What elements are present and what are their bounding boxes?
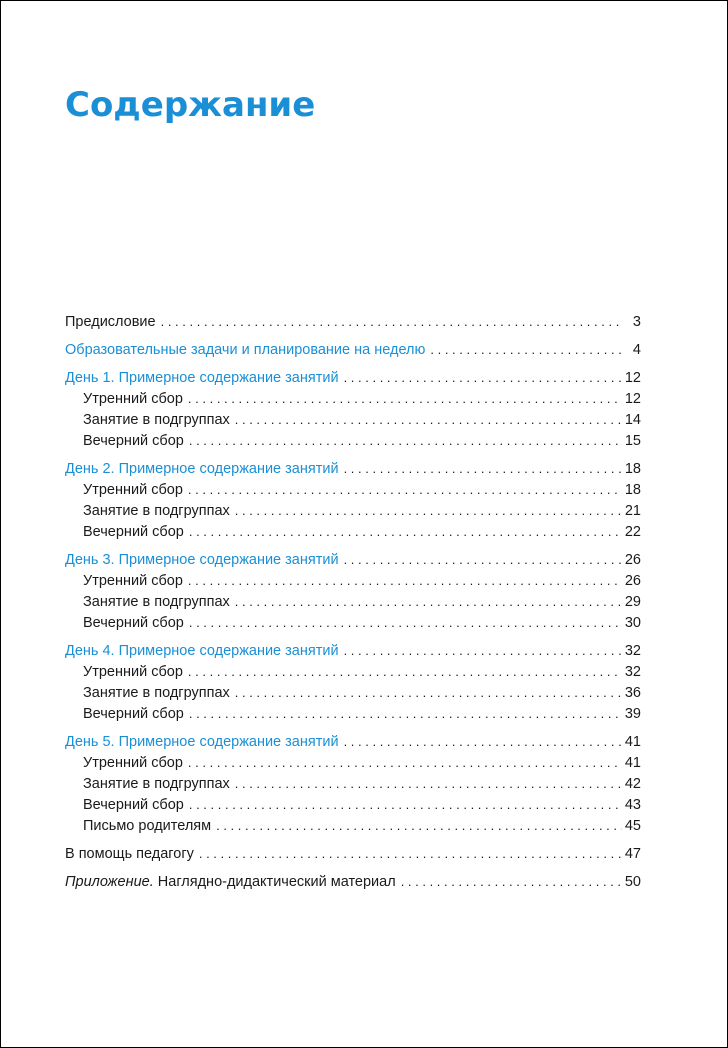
toc-subentry[interactable]	[65, 815, 641, 836]
page-number: 50	[624, 874, 641, 890]
toc-entry-label	[83, 816, 211, 837]
dot-leader	[344, 458, 622, 479]
toc-entry-text: Вечерний сбор	[83, 706, 184, 722]
toc-entry-label	[83, 389, 183, 410]
dot-leader	[188, 388, 622, 409]
page-number: 4	[632, 342, 641, 358]
toc-entry-label	[65, 550, 339, 571]
dot-leader	[344, 640, 622, 661]
dot-leader	[189, 703, 622, 724]
toc-entry-text: Утренний сбор	[83, 391, 183, 407]
dot-leader	[344, 367, 622, 388]
toc-entry-label	[83, 753, 183, 774]
toc-subentry[interactable]	[65, 703, 641, 724]
page-number: 21	[624, 503, 641, 519]
toc-group	[65, 871, 641, 892]
page-number: 45	[624, 818, 641, 834]
toc-entry-text: Вечерний сбор	[83, 615, 184, 631]
toc-entry[interactable]	[65, 640, 641, 661]
toc-subentry[interactable]	[65, 773, 641, 794]
toc-entry-text: Утренний сбор	[83, 755, 183, 771]
toc-entry-label	[65, 732, 339, 753]
toc-entry-text: Утренний сбор	[83, 482, 183, 498]
dot-leader	[189, 521, 622, 542]
toc-group	[65, 640, 641, 724]
toc-entry-label	[83, 501, 230, 522]
toc-entry[interactable]	[65, 843, 641, 864]
toc-entry-text: День 2. Примерное содержание занятий	[65, 461, 339, 477]
dot-leader	[235, 409, 622, 430]
toc-subentry[interactable]	[65, 612, 641, 633]
page-number: 41	[624, 755, 641, 771]
table-of-contents	[65, 311, 641, 899]
dot-leader	[216, 815, 622, 836]
toc-subentry[interactable]	[65, 500, 641, 521]
toc-entry-text: День 4. Примерное содержание занятий	[65, 643, 339, 659]
toc-subentry[interactable]	[65, 409, 641, 430]
toc-group	[65, 549, 641, 633]
toc-entry-label	[65, 459, 339, 480]
toc-subentry[interactable]	[65, 430, 641, 451]
toc-entry-label	[83, 431, 184, 452]
page-number: 15	[624, 433, 641, 449]
dot-leader	[161, 311, 622, 332]
toc-entry-text: Вечерний сбор	[83, 433, 184, 449]
toc-subentry[interactable]	[65, 591, 641, 612]
toc-entry-label	[65, 312, 156, 333]
toc-entry-label	[83, 662, 183, 683]
toc-entry-text: Занятие в подгруппах	[83, 685, 230, 701]
toc-entry-text: Наглядно-дидактический материал	[157, 874, 396, 890]
page-number: 42	[624, 776, 641, 792]
dot-leader	[188, 570, 622, 591]
toc-entry[interactable]	[65, 871, 641, 892]
toc-entry-label	[83, 571, 183, 592]
page-number: 22	[624, 524, 641, 540]
toc-group	[65, 731, 641, 836]
page-number: 18	[624, 482, 641, 498]
toc-entry-label	[65, 872, 396, 893]
toc-entry-text: Занятие в подгруппах	[83, 776, 230, 792]
dot-leader	[188, 752, 622, 773]
dot-leader	[344, 549, 622, 570]
toc-entry-text: Занятие в подгруппах	[83, 503, 230, 519]
toc-entry[interactable]	[65, 367, 641, 388]
toc-entry-label	[65, 368, 339, 389]
toc-entry-text: В помощь педагогу	[65, 846, 194, 862]
toc-entry-text: Предисловие	[65, 314, 156, 330]
toc-entry-label	[83, 795, 184, 816]
page-number: 26	[624, 552, 641, 568]
toc-entry[interactable]	[65, 549, 641, 570]
toc-group	[65, 311, 641, 332]
page-title: Содержание	[65, 85, 316, 125]
dot-leader	[235, 591, 622, 612]
page-number: 32	[624, 643, 641, 659]
toc-group	[65, 843, 641, 864]
toc-entry-text: Вечерний сбор	[83, 524, 184, 540]
toc-group	[65, 458, 641, 542]
page-number: 18	[624, 461, 641, 477]
toc-entry-label	[83, 704, 184, 725]
toc-group	[65, 339, 641, 360]
page-number: 30	[624, 615, 641, 631]
toc-subentry[interactable]	[65, 661, 641, 682]
toc-entry-label-italic: Приложение.	[65, 874, 154, 890]
page-number: 47	[624, 846, 641, 862]
dot-leader	[189, 794, 622, 815]
toc-entry-label	[83, 592, 230, 613]
toc-group	[65, 367, 641, 451]
toc-subentry[interactable]	[65, 521, 641, 542]
toc-entry-text: Утренний сбор	[83, 573, 183, 589]
dot-leader	[199, 843, 622, 864]
toc-entry-text: Занятие в подгруппах	[83, 594, 230, 610]
toc-entry-label	[83, 613, 184, 634]
page-number: 26	[624, 573, 641, 589]
dot-leader	[401, 871, 622, 892]
toc-entry-label	[83, 480, 183, 501]
toc-subentry[interactable]	[65, 752, 641, 773]
dot-leader	[189, 612, 622, 633]
toc-entry[interactable]	[65, 731, 641, 752]
dot-leader	[430, 339, 622, 360]
toc-entry-text: День 3. Примерное содержание занятий	[65, 552, 339, 568]
page-number: 41	[624, 734, 641, 750]
toc-entry-text: Письмо родителям	[83, 818, 212, 834]
toc-entry-label	[83, 522, 184, 543]
toc-subentry[interactable]	[65, 570, 641, 591]
dot-leader	[189, 430, 622, 451]
toc-subentry[interactable]	[65, 794, 641, 815]
toc-entry-label	[65, 844, 194, 865]
dot-leader	[235, 682, 622, 703]
page-number: 43	[624, 797, 641, 813]
toc-entry-label	[65, 340, 425, 361]
dot-leader	[188, 661, 622, 682]
dot-leader	[188, 479, 622, 500]
page-number: 12	[624, 391, 641, 407]
toc-entry[interactable]	[65, 311, 641, 332]
page-number: 14	[624, 412, 641, 428]
dot-leader	[235, 773, 622, 794]
toc-subentry[interactable]	[65, 479, 641, 500]
page-number: 32	[624, 664, 641, 680]
page-number: 36	[624, 685, 641, 701]
toc-entry-text: Вечерний сбор	[83, 797, 184, 813]
toc-entry-text: Занятие в подгруппах	[83, 412, 230, 428]
page-number: 29	[624, 594, 641, 610]
dot-leader	[235, 500, 622, 521]
toc-subentry[interactable]	[65, 682, 641, 703]
toc-entry-text: День 5. Примерное содержание занятий	[65, 734, 339, 750]
toc-entry-text: Утренний сбор	[83, 664, 183, 680]
toc-subentry[interactable]	[65, 388, 641, 409]
page-number: 12	[624, 370, 641, 386]
toc-entry-text: День 1. Примерное содержание занятий	[65, 370, 339, 386]
toc-entry-label	[83, 774, 230, 795]
toc-entry-text: Образовательные задачи и планирование на неделю	[65, 342, 426, 358]
page-number: 39	[624, 706, 641, 722]
toc-entry[interactable]	[65, 339, 641, 360]
toc-entry-label	[83, 683, 230, 704]
dot-leader	[344, 731, 622, 752]
toc-entry-label	[65, 641, 339, 662]
toc-entry-label	[83, 410, 230, 431]
page-number: 3	[632, 314, 641, 330]
toc-entry[interactable]	[65, 458, 641, 479]
